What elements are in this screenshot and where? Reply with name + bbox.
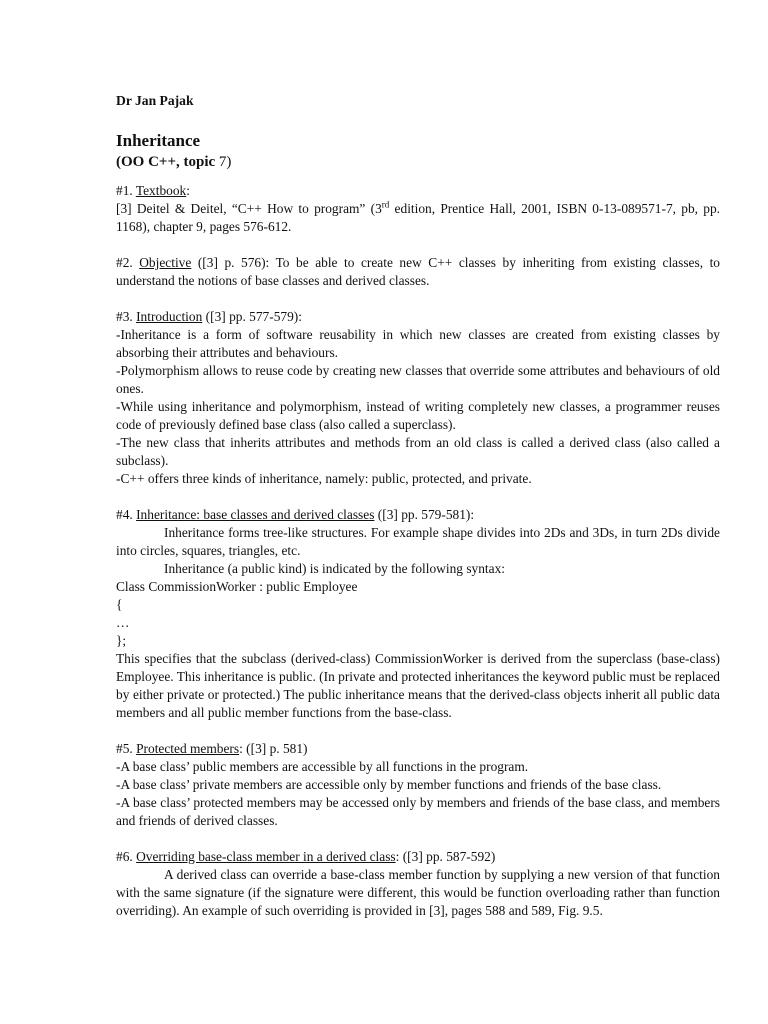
section-reference: ([3] pp. 577-579): — [202, 309, 302, 324]
section-number: #1. — [116, 183, 136, 198]
author-name: Dr Jan Pajak — [116, 93, 194, 108]
section-title: Textbook — [135, 183, 187, 198]
section-heading — [116, 308, 720, 326]
list-item: -A base class’ protected members may be accessed only by members and friends of the base class, and members and friends of derived classes. — [116, 795, 720, 828]
code-line: Class CommissionWorker : public Employee — [116, 579, 358, 594]
objective-paragraph — [116, 254, 720, 290]
code-line: }; — [116, 633, 127, 648]
textbook-reference — [116, 200, 720, 236]
heading-colon: : — [186, 183, 190, 198]
section-reference: : ([3] pp. 587-592) — [395, 849, 496, 864]
code-line: { — [116, 597, 123, 612]
paragraph-overriding: A derived class can override a base-class member function by supplying a new version of that function with the same signature (if the signature were different, this would be function overloading rather than function overriding). An example of such overriding is provided in [3], pages 588 and 589, Fig. 9.5. — [116, 867, 720, 918]
edition-superscript: rd — [381, 199, 390, 210]
section-heading — [116, 182, 720, 200]
section-number: #3. — [116, 309, 137, 324]
section-number: #2. — [116, 255, 140, 270]
list-item: -Inheritance is a form of software reusability in which new classes are created from existing classes by absorbing their attributes and behaviours. — [116, 327, 720, 360]
section-reference: ([3] pp. 579-581): — [374, 507, 475, 522]
section-title: Overriding base-class member in a derived class — [136, 849, 396, 864]
list-item: -A base class’ private members are accessible only by member functions and friends of the base class. — [116, 777, 662, 792]
section-number: #4. — [116, 507, 137, 522]
title-block — [116, 130, 720, 172]
section-reference: : ([3] p. 581) — [239, 741, 308, 756]
objective-text: ([3] p. 576): To be able to create new C++ classes by inheriting from existing classes, to understand the notions of base classes and derived classes. — [116, 255, 720, 288]
subtitle-topic-number: 7) — [218, 154, 232, 170]
list-item: -The new class that inherits attributes and methods from an old class is called a derived class (also called a subclass). — [116, 435, 720, 468]
subtitle-main: (OO C++, topic — [116, 154, 219, 170]
section-textbook — [116, 182, 720, 236]
section-objective — [116, 254, 720, 290]
section-protected-members — [116, 740, 720, 830]
section-heading — [116, 740, 720, 758]
document-subtitle — [116, 152, 720, 172]
section-title: Protected members — [136, 741, 240, 756]
section-heading — [116, 848, 720, 866]
paragraph-tree-structures: Inheritance forms tree-like structures. For example shape divides into 2Ds and 3Ds, in turn 2Ds divide into circles, squares, triangles, etc. — [116, 525, 720, 558]
section-title: Objective — [139, 255, 192, 270]
paragraph-syntax-intro: Inheritance (a public kind) is indicated by the following syntax: — [164, 561, 505, 576]
list-item: -Polymorphism allows to reuse code by creating new classes that override some attributes and behaviours of old ones. — [116, 363, 720, 396]
reference-part-1: [3] Deitel & Deitel, “C++ How to program” (3 — [116, 201, 382, 216]
section-title: Inheritance: base classes and derived classes — [136, 507, 375, 522]
paragraph-explanation: This specifies that the subclass (derived-class) CommissionWorker is derived from the superclass (base-class) Employee. This inheritance is public. (In private and protected inheritances the keyword public must be replaced by either private or protected.) The public inheritance means that the derived-class objects inherit all public data members and all public member functions from the base-class. — [116, 651, 720, 720]
list-item: -C++ offers three kinds of inheritance, namely: public, protected, and private. — [116, 471, 532, 486]
section-number: #5. — [116, 741, 137, 756]
section-introduction — [116, 308, 720, 488]
section-number: #6. — [116, 849, 137, 864]
section-overriding — [116, 848, 720, 920]
reference-part-2: edition, Prentice Hall, 2001, ISBN 0-13-089571-7, pb, pp. 1168), chapter 9, pages 576-612. — [116, 201, 720, 234]
section-inheritance-classes — [116, 506, 720, 722]
code-line: … — [116, 615, 130, 630]
document-page — [116, 92, 720, 920]
list-item: -A base class’ public members are accessible by all functions in the program. — [116, 759, 529, 774]
section-title: Introduction — [136, 309, 203, 324]
document-title: Inheritance — [116, 131, 201, 150]
list-item: -While using inheritance and polymorphism, instead of writing completely new classes, a programmer reuses code of previously defined base class (also called a superclass). — [116, 399, 720, 432]
section-heading — [116, 506, 720, 524]
